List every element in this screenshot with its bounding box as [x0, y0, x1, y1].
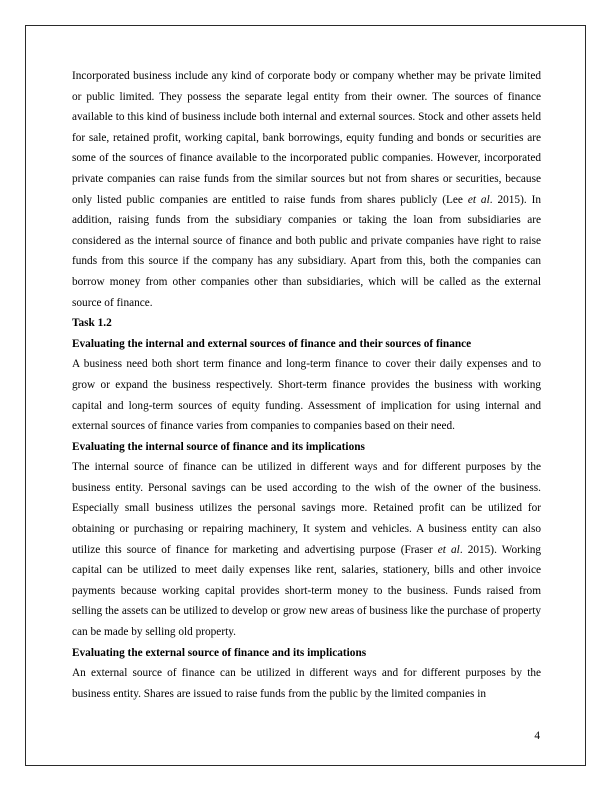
- italic-citation: et al: [437, 543, 460, 556]
- text-run: Incorporated business include any kind of corporate body or company whether may be private limited or public limited. They possess the separate legal entity from their owner. The sources of finance available to this kind of business include both internal and external sources. Stock and other assets held for sale, retained profit, working capital, bank borrowings, equity funding and bonds or securities are some of the sources of finance available to the incorporated public companies. However, incorporated private companies can raise funds from the similar sources but not from shares or securities, because only listed public companies are entitled to raise funds from shares publicly (Lee: [72, 70, 541, 206]
- paragraph-short-long-term: A business need both short term finance and long-term finance to cover their daily expenses and to grow or expand the business respectively. Short-term finance provides the business with working capital and long-term sources of equity funding. Assessment of implication for using internal and external sources of finance varies from companies to companies based on their need.: [72, 358, 541, 433]
- paragraph-incorporated-business: [72, 66, 541, 313]
- paragraph-external-source: An external source of finance can be utilized in different ways and for different purposes by the business entity. Shares are issued to raise funds from the public by the limited companies in: [72, 667, 541, 700]
- text-run: . 2015). Working capital can be utilized to meet daily expenses like rent, salaries, stationery, bills and other invoice payments because working capital provides short-term money to the business. Funds raised from selling the assets can be utilized to develop or grow new areas of business like the purchase of property can be made by selling old property.: [72, 543, 542, 639]
- heading-task: Task 1.2: [72, 317, 112, 330]
- document-body: [72, 66, 541, 704]
- paragraph-internal-source: [72, 457, 541, 642]
- heading-internal-source: Evaluating the internal source of finance and its implications: [72, 440, 365, 453]
- page-number: 4: [534, 730, 540, 742]
- heading-evaluating-sources: Evaluating the internal and external sources of finance and their sources of finance: [72, 337, 472, 350]
- italic-citation: et al: [467, 193, 490, 206]
- text-run: The internal source of finance can be utilized in different ways and for different purposes by the business entity. Personal savings can be used according to the wish of the owner of the business. Especially small business utilizes the personal savings more. Retained profit can be utilized for obtaining or purchasing or repairing machinery, It system and vehicles. A business entity can also utilize this source of finance for marketing and advertising purpose (Fraser: [72, 461, 541, 556]
- heading-external-source: Evaluating the external source of finance and its implications: [72, 646, 367, 659]
- text-run: . 2015). In addition, raising funds from the subsidiary companies or taking the loan from subsidiaries are considered as the internal source of finance and both public and private companies have right to raise funds from this source if the company has any subsidiary. Apart from this, both the companies can borrow money from other companies other than subsidiaries, which will be called as the external source of finance.: [72, 193, 541, 309]
